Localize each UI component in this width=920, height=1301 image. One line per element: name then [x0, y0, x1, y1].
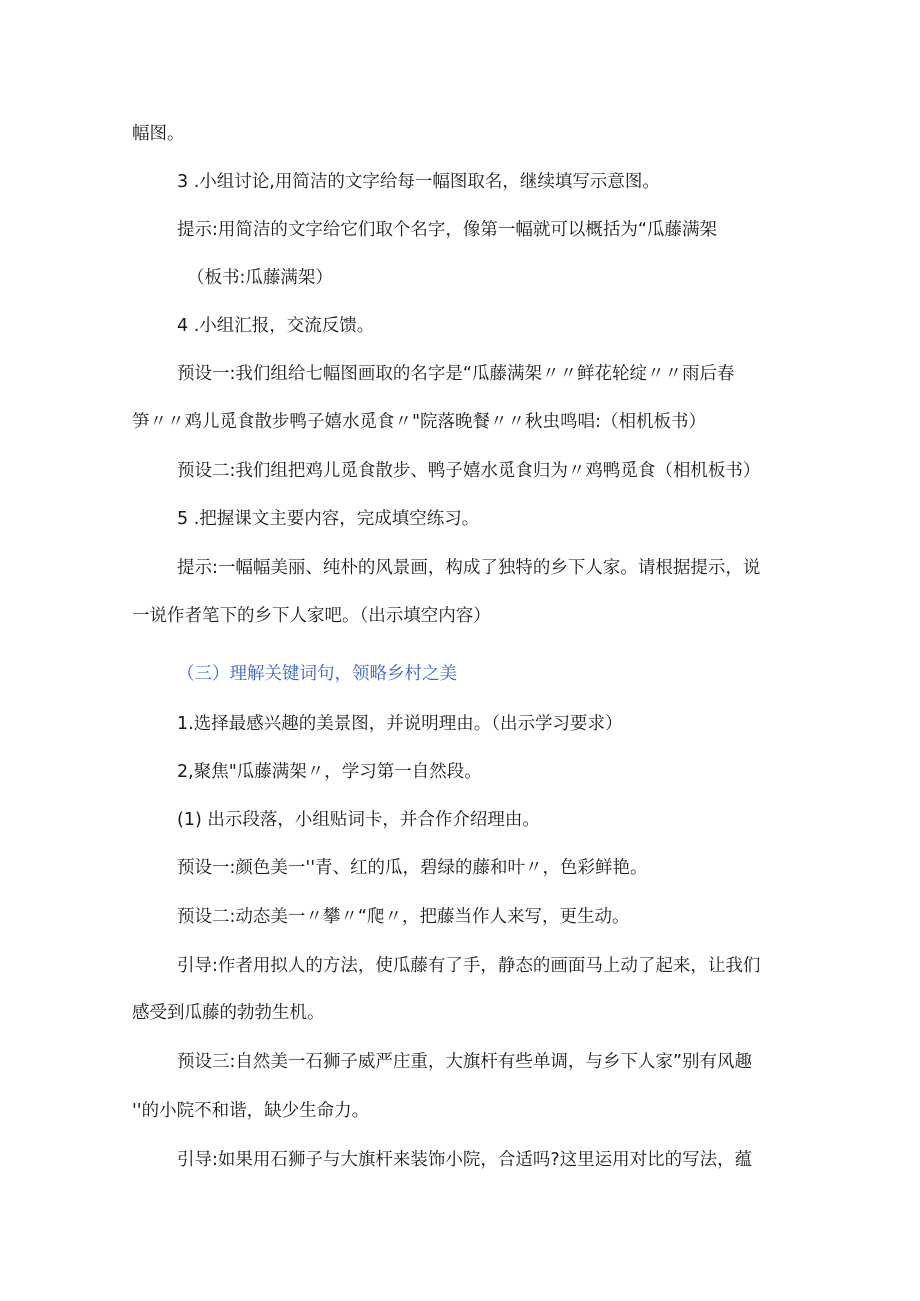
item-2-line: 2,聚焦"瓜藤满架〃，学习第一自然段。 — [177, 762, 482, 782]
item-1-line: 1.选择最感兴趣的美景图，并说明理由。（出示学习要求） — [177, 714, 623, 734]
preset-1-continuation: 笋〃〃鸡儿觅食散步鸭子嬉水觅食〃"院落晚餐〃〃秋虫鸣唱:（相机板书） — [132, 412, 706, 432]
section-heading: （三）理解关键词句，领略乡村之美 — [177, 664, 457, 684]
step-4-line: 4 .小组汇报，交流反馈。 — [177, 316, 375, 336]
step-3-line: 3 .小组讨论,用简洁的文字给每一幅图取名，继续填写示意图。 — [177, 172, 660, 192]
hint-line-1: 提示:用简洁的文字给它们取个名字，像第一幅就可以概括为“瓜藤满架 — [177, 220, 717, 240]
preset-1-line: 预设一:我们组给七幅图画取的名字是“瓜藤满架〃〃鲜花轮绽〃〃雨后春 — [177, 364, 735, 384]
text-line-1: 幅图。 — [132, 124, 185, 144]
step-5-line: 5 .把握课文主要内容，完成填空练习。 — [177, 509, 480, 529]
board-note-line: （板书:瓜藤满架） — [187, 268, 333, 288]
hint-line-2-continuation: 一说作者笔下的乡下人家吧。（出示填空内容） — [132, 606, 491, 626]
guide-line-2: 引导:如果用石狮子与大旗杆来装饰小院，合适吗?这里运用对比的写法，蕴 — [177, 1150, 753, 1170]
preset-nature-line: 预设三:自然美一石狮子威严庄重，大旗杆有些单调，与乡下人家”别有风趣 — [177, 1052, 752, 1072]
preset-color-line: 预设一:颜色美一''青、红的瓜，碧绿的藤和叶〃，色彩鲜艳。 — [177, 858, 648, 878]
guide-line-1: 引导:作者用拟人的方法，使瓜藤有了手，静态的画面马上动了起来，让我们 — [177, 956, 761, 976]
sub-item-1-line: (1) 出示段落，小组贴词卡，并合作介绍理由。 — [177, 810, 540, 830]
preset-2-line: 预设二:我们组把鸡儿觅食散步、鸭子嬉水觅食归为〃鸡鸭觅食（相机板书） — [177, 461, 761, 481]
hint-line-2: 提示:一幅幅美丽、纯朴的风景画，构成了独特的乡下人家。请根据提示，说 — [177, 558, 761, 578]
preset-motion-line: 预设二:动态美一〃攀〃“爬〃，把藤当作人来写，更生动。 — [177, 907, 630, 927]
guide-line-1-continuation: 感受到瓜藤的勃勃生机。 — [132, 1003, 325, 1023]
preset-nature-continuation: ''的小院不和谐，缺少生命力。 — [132, 1101, 370, 1121]
